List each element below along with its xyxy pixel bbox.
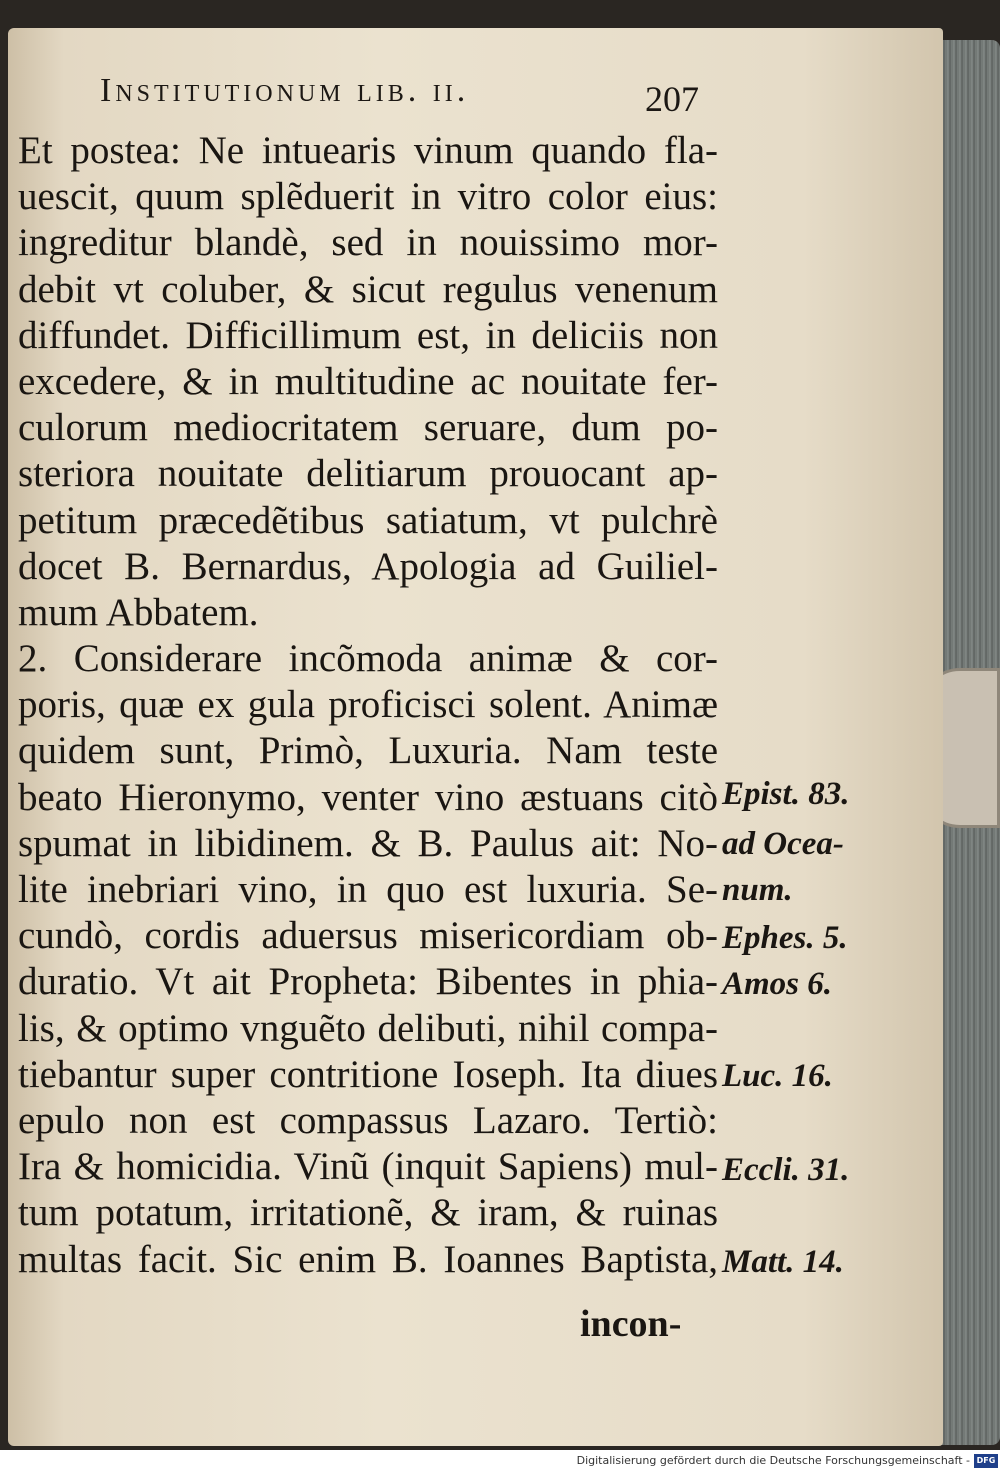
marginal-note: Amos 6. bbox=[722, 966, 833, 1002]
text-line: tiebantur super contritione Ioseph. Ita diues bbox=[18, 1052, 718, 1096]
text-line: excedere, & in multitudine ac nouitate fer- bbox=[18, 359, 718, 403]
text-line: quidem sunt, Primò, Luxuria. Nam teste bbox=[18, 729, 718, 773]
page-number: 207 bbox=[645, 79, 699, 119]
text-line: uescit, quum splẽduerit in vitro color eius: bbox=[18, 175, 718, 219]
marginal-note: Eccli. 31. bbox=[722, 1152, 850, 1188]
text-line: spumat in libidinem. & B. Paulus ait: No- bbox=[18, 821, 718, 865]
text-line: cundò, cordis aduersus misericordiam ob- bbox=[18, 914, 718, 958]
text-line: steriora nouitate delitiarum prouocant ap- bbox=[18, 452, 718, 496]
text-line: multas facit. Sic enim B. Ioannes Baptista, bbox=[18, 1237, 718, 1281]
text-line: tum potatum, irritationẽ, & iram, & ruinas bbox=[18, 1191, 718, 1235]
text-line: duratio. Vt ait Propheta: Bibentes in phia- bbox=[18, 960, 718, 1004]
text-line: epulo non est compassus Lazaro. Tertiò: bbox=[18, 1098, 718, 1142]
marginal-note: ad Ocea- bbox=[722, 826, 844, 862]
marginal-note: num. bbox=[722, 872, 793, 908]
text-line: lis, & optimo vnguẽto delibuti, nihil compa- bbox=[18, 1006, 718, 1050]
marginal-note: Ephes. 5. bbox=[722, 920, 848, 956]
text-line: diffundet. Difficillimum est, in deliciis non bbox=[18, 313, 718, 357]
text-line: Et postea: Ne intuearis vinum quando fla- bbox=[18, 129, 718, 172]
catchword: incon- bbox=[580, 1303, 682, 1345]
main-text-block bbox=[18, 128, 718, 1283]
text-line: mum Abbatem. bbox=[18, 590, 259, 634]
marginal-note: Matt. 14. bbox=[722, 1244, 844, 1280]
text-line: debit vt coluber, & sicut regulus venenum bbox=[18, 267, 718, 311]
text-line: docet B. Bernardus, Apologia ad Guiliel- bbox=[18, 544, 718, 588]
dfg-logo-icon: DFG bbox=[974, 1454, 998, 1468]
text-line: petitum præcedẽtibus satiatum, vt pulchrè bbox=[18, 498, 718, 542]
marginal-note: Luc. 16. bbox=[722, 1058, 833, 1094]
text-line: culorum mediocritatem seruare, dum po- bbox=[18, 406, 718, 450]
text-line: Ira & homicidia. Vinũ (inquit Sapiens) mul- bbox=[18, 1145, 718, 1189]
text-line: lite inebriari vino, in quo est luxuria. Se- bbox=[18, 868, 718, 911]
text-line: 2. Considerare incõmoda animæ & cor- bbox=[18, 637, 718, 681]
footer-bar bbox=[0, 1450, 1000, 1474]
text-line: beato Hieronymo, venter vino æstuans citò bbox=[18, 775, 718, 819]
marginal-note: Epist. 83. bbox=[722, 776, 850, 812]
funding-credit: Digitalisierung gefördert durch die Deutsche Forschungsgemeinschaft - bbox=[576, 1454, 970, 1467]
text-line: poris, quæ ex gula proficisci solent. Animæ bbox=[18, 683, 718, 727]
text-line: ingreditur blandè, sed in nouissimo mor- bbox=[18, 221, 718, 265]
running-title: Institutionum lib. ii. bbox=[100, 72, 470, 109]
